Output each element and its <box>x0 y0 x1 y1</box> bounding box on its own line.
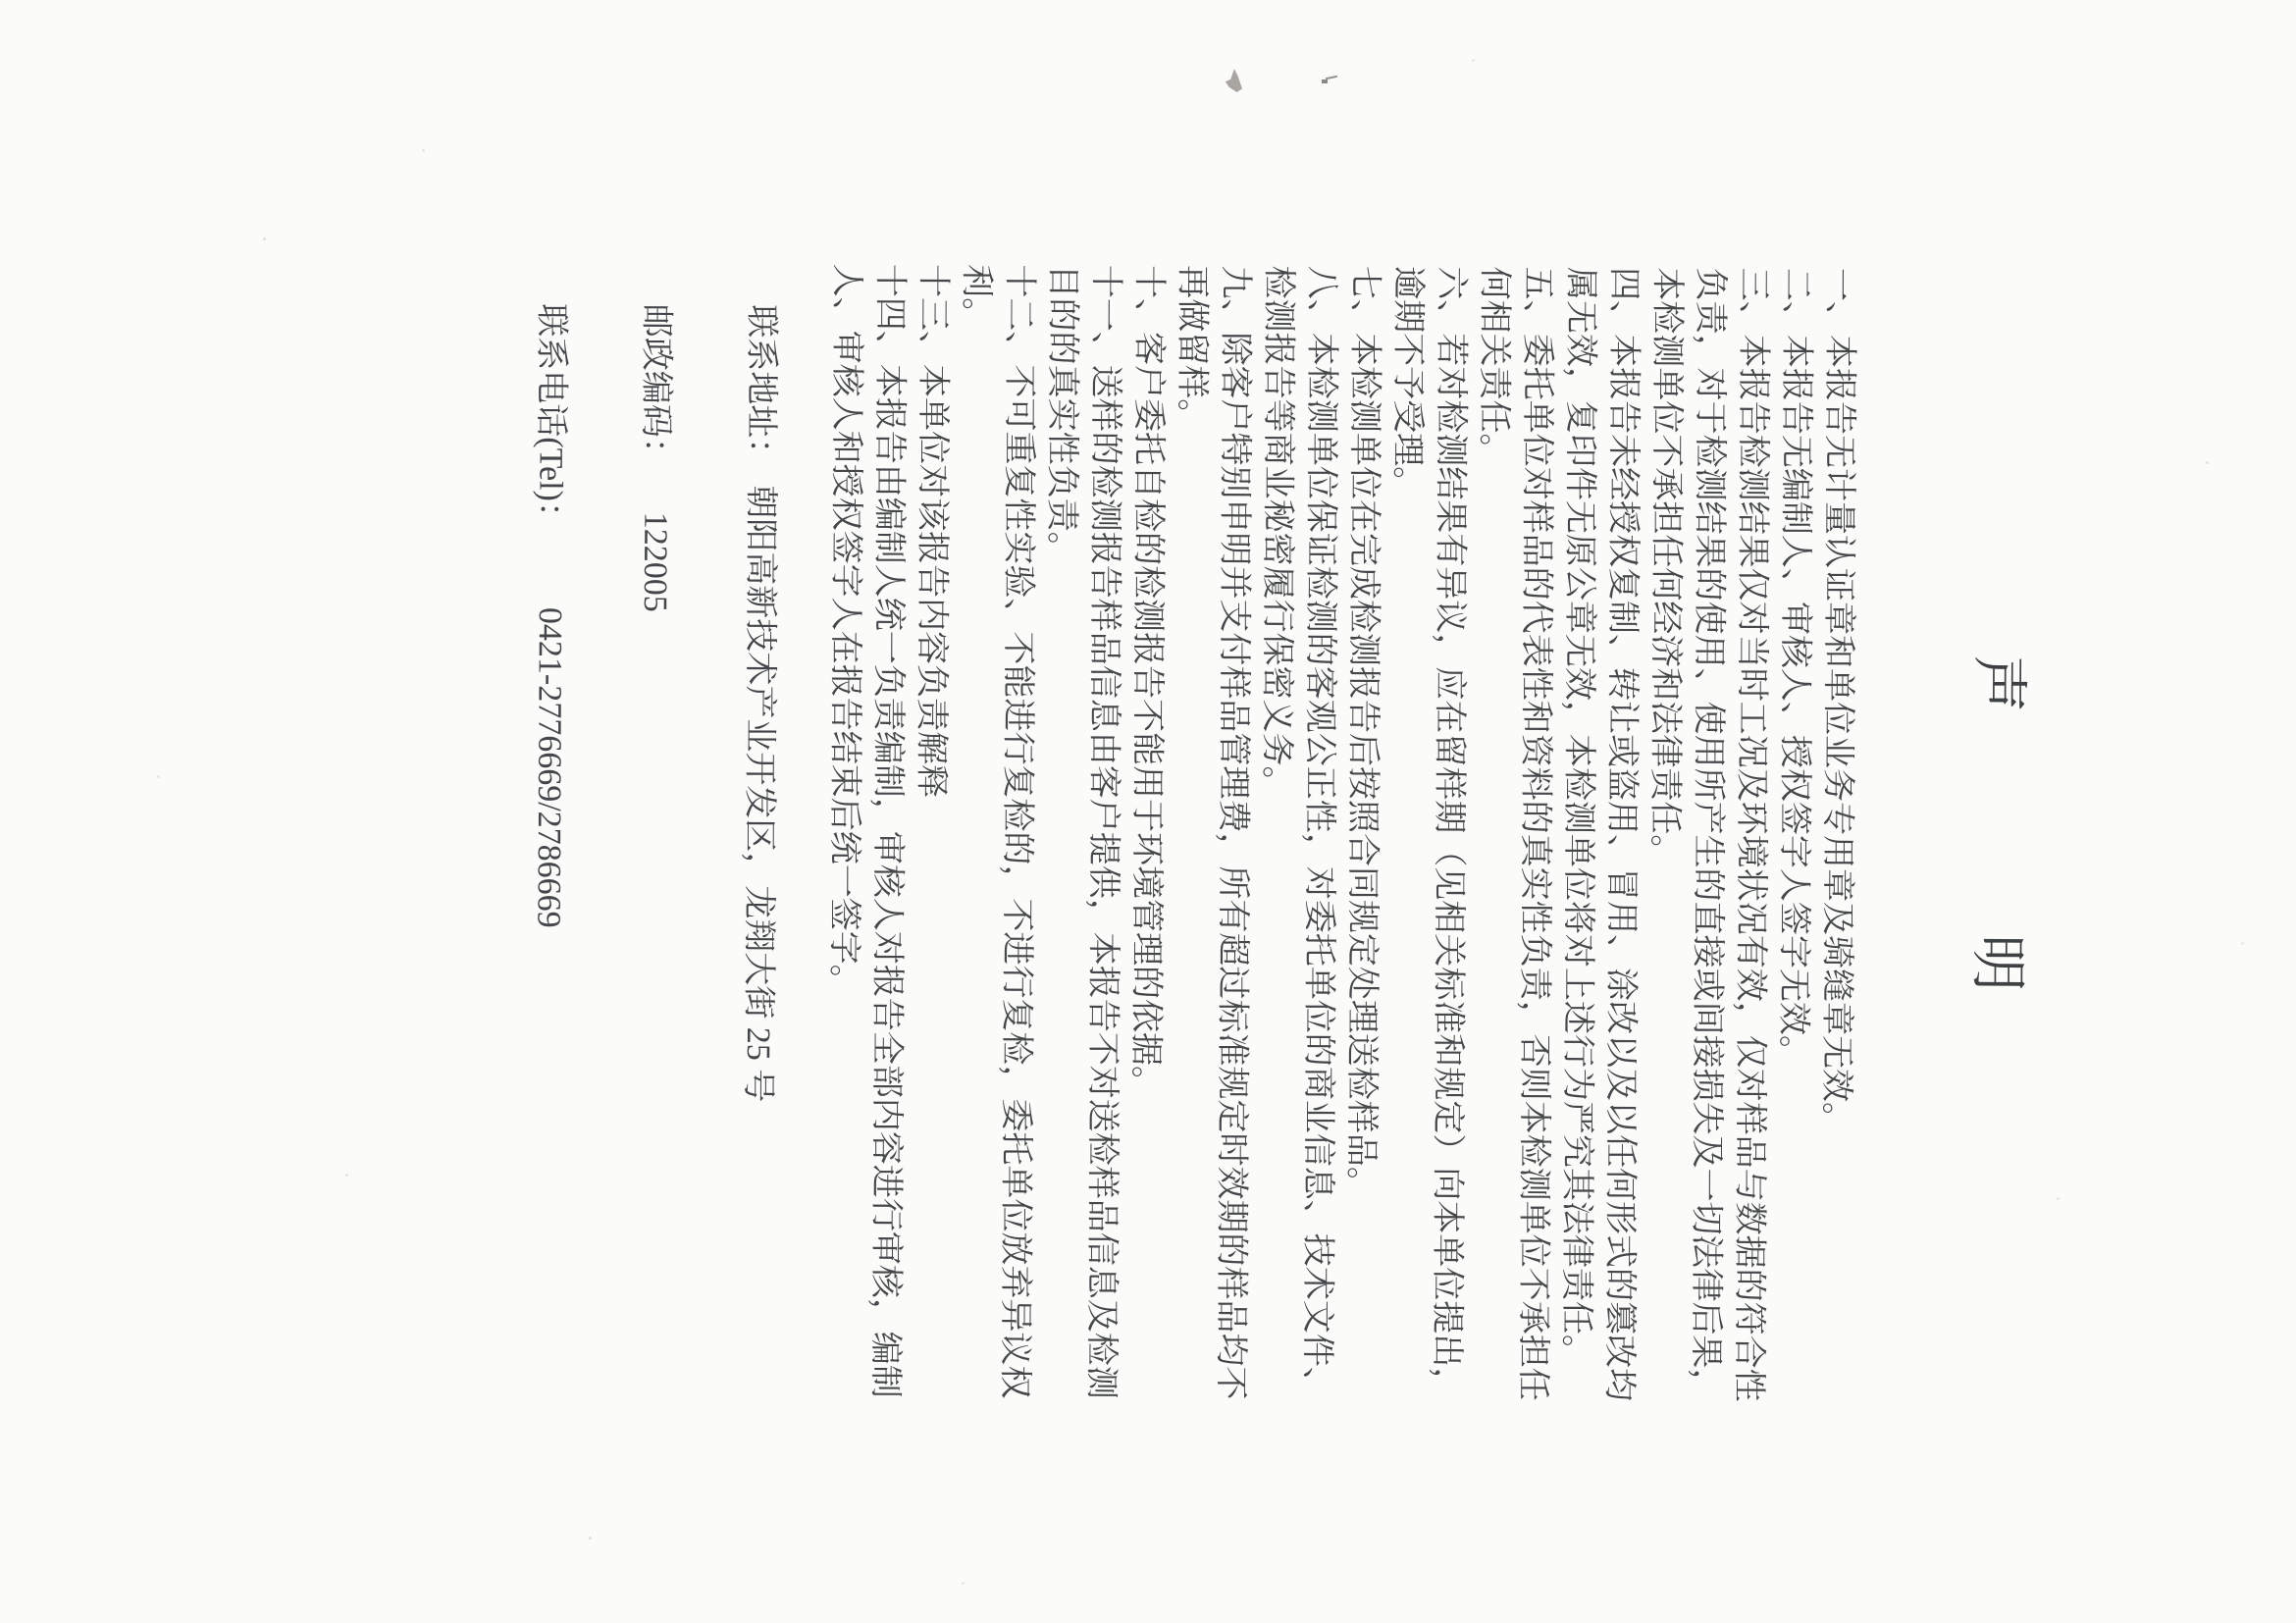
scan-speck <box>157 775 160 778</box>
statement-item: 八、本检测单位保证检测的客观公正性，对委托单位的商业信息、技术文件、检测报告等商业秘密履行保密义务。 <box>1258 265 1340 1400</box>
statement-item: 十、客户委托自检的检测报告不能用于环境管理的依据。 <box>1126 264 1168 1100</box>
statement-item: 九、除客户特别申明并支付样品管理费，所有超过标准规定时效期的样品均不再做留样。 <box>1173 265 1254 1400</box>
contact-phone-label: 联系电话(Tel)： <box>532 303 570 535</box>
statement-item: 十二、不可重复性实验、不能进行复检的，不进行复检，委托单位放弃异议权利。 <box>958 264 1038 1399</box>
scan-speck <box>1472 59 1475 62</box>
contact-address-label: 联系地址： <box>742 304 780 472</box>
scan-speck <box>962 1582 965 1585</box>
scan-speck <box>2241 942 2244 945</box>
contact-address-value: 朝阳高新技术产业开发区，龙翔大街 25 号 <box>739 485 779 1103</box>
scan-speck <box>2057 1197 2060 1200</box>
contact-address-row <box>738 304 790 1102</box>
scan-speck <box>589 1537 592 1540</box>
statement-item: 四、本报告未经授权复制、转让或盗用、冒用、涂改以及以任何形式的篡改均属无效，复印件无原公章无效，本检测单位将对上述行为严究其法律责任。 <box>1557 266 1643 1402</box>
statement-item: 一、本报告无计量认证章和单位业务专用章及骑缝章无效。 <box>1817 267 1858 1136</box>
contact-postcode-label: 邮政编码： <box>637 303 675 471</box>
statement-item: 十四、本报告由编制人统一负责编制，审核人对报告全部内容进行审核，编制人、审核人和授权签字人在报告结束后统一签字。 <box>825 263 909 1398</box>
statement-item: 二、本报告无编制人、审核人、授权签字人签字无效。 <box>1774 267 1815 1069</box>
scan-smudge-mark <box>1322 76 1338 85</box>
scan-speck <box>263 237 266 240</box>
scan-speck <box>345 1174 348 1177</box>
statement-item: 六、若对检测结果有异议，应在留样期（见相关标准和规定）向本单位提出，逾期不予受理。 <box>1388 266 1470 1401</box>
statement-title: 声 明 <box>1964 654 2031 1096</box>
statement-item: 七、本检测单位在完成检测报告后按照合同规定处理送检样品。 <box>1342 265 1383 1201</box>
contact-postcode-row <box>635 304 684 612</box>
scan-speck <box>2206 461 2209 464</box>
scan-speck <box>422 149 425 152</box>
statement-item: 十三、本单位对该报告内容负责解释 <box>913 263 952 799</box>
statement-item: 十一、送样的检测报告样品信息由客户提供，本报告不对送检样品信息及检测目的的真实性负责。 <box>1043 264 1124 1399</box>
contact-phone-value: 0421-2776669/2786669 <box>530 606 568 928</box>
statement-item: 五、委托单位对样品的代表性和资料的真实性负责，否则本检测单位不承担任何相关责任。 <box>1475 266 1556 1401</box>
statement-item: 三、本报告检测结果仅对当时工况及环境状况有效，仅对样品与数据的符合性负责，对于检测结果的使用、使用所产生的直接或间接损失及一切法律后果，本检测单位不承担任何经济和法律责任。 <box>1645 267 1772 1402</box>
contact-postcode-value: 122005 <box>636 511 674 612</box>
contact-phone-row <box>528 303 579 928</box>
statement-items <box>819 264 1860 1419</box>
